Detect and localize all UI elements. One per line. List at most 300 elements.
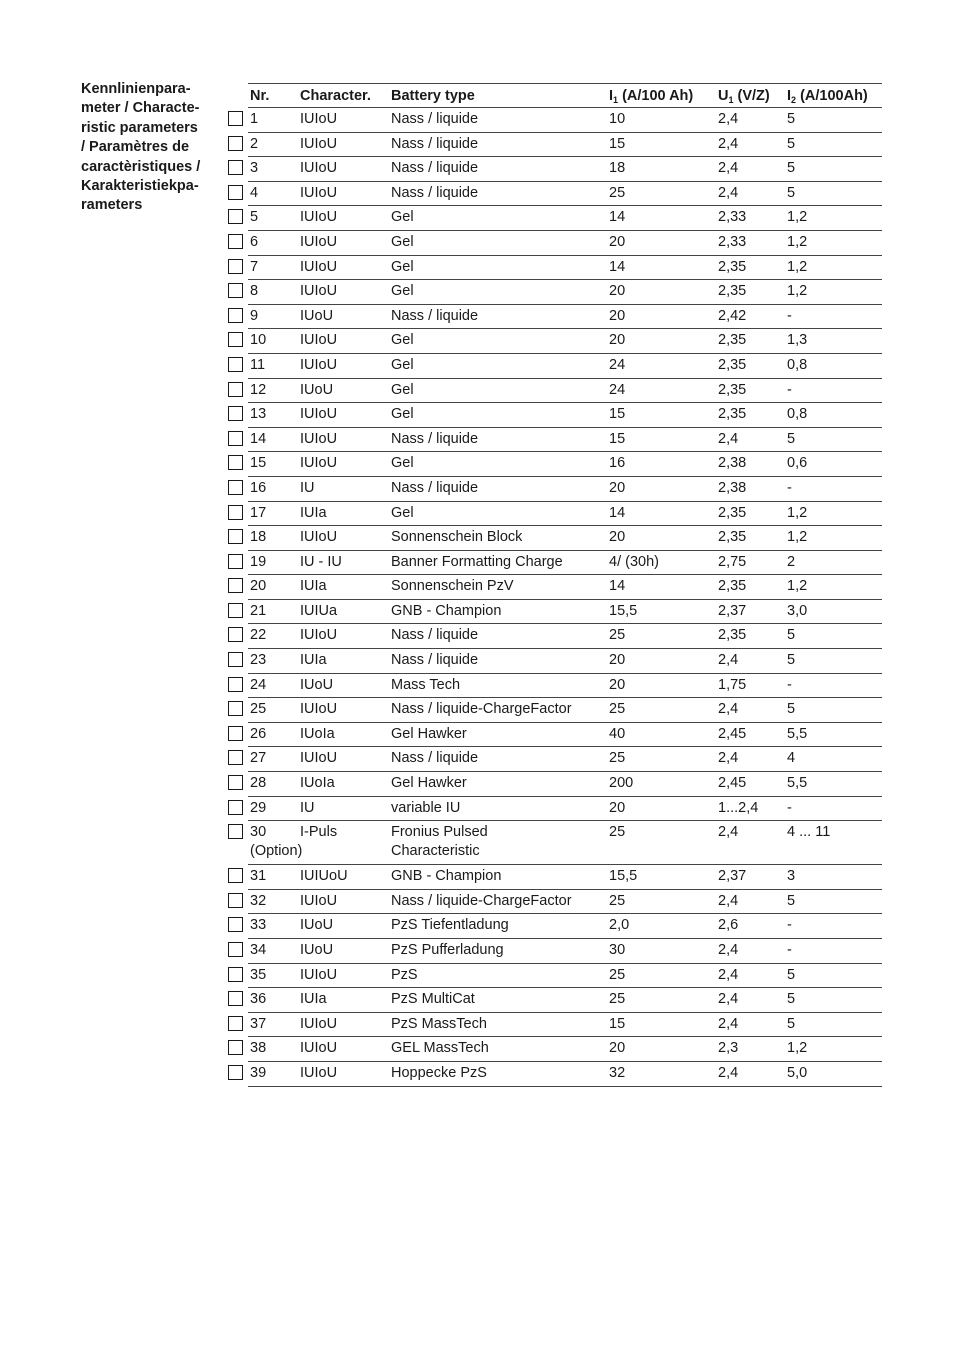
row-checkbox[interactable] [228, 1065, 243, 1080]
cell-battery-type [389, 990, 607, 1012]
table-row [248, 231, 882, 256]
row-checkbox[interactable] [228, 283, 243, 298]
cell-battery-type [389, 184, 607, 206]
table-row [248, 723, 882, 748]
cell-nr-value: 1 [250, 111, 259, 127]
table-row [248, 988, 882, 1013]
cell-u1: 2,35 [718, 283, 747, 300]
table-row [248, 379, 882, 404]
cell-battery-type [389, 577, 607, 599]
cell-u1: 2,35 [718, 258, 747, 275]
cell-battery-type [389, 258, 607, 280]
row-checkbox[interactable] [228, 726, 243, 741]
table-row [248, 747, 882, 772]
row-checkbox[interactable] [228, 677, 243, 692]
cell-character: IUoU [300, 676, 334, 693]
cell-i2: 5 [787, 430, 796, 447]
table-row [248, 772, 882, 797]
row-checkbox[interactable] [228, 824, 243, 839]
row-checkbox[interactable] [228, 308, 243, 323]
cell-nr [248, 110, 298, 132]
cell-i2: 2 [787, 553, 796, 570]
cell-character: IUIoU [300, 135, 338, 152]
cell-u1: 2,37 [718, 868, 747, 885]
cell-u1: 2,4 [718, 991, 739, 1008]
cell-u1: 2,6 [718, 917, 739, 934]
cell-battery-type-line: variable IU [391, 799, 461, 816]
cell-i1: 20 [609, 332, 626, 349]
section-title-line: meter / Characte- [81, 100, 200, 117]
cell-battery-type [389, 504, 607, 526]
cell-u1: 2,33 [718, 209, 747, 226]
cell-i2: 3 [787, 868, 796, 885]
cell-nr-value: 15 [250, 455, 267, 472]
section-title-line: Kennlinienpara- [81, 81, 191, 97]
cell-nr [248, 159, 298, 181]
cell-i1: 20 [609, 307, 626, 324]
cell-character: IUIa [300, 652, 327, 669]
cell-battery-type-line: Gel [391, 455, 414, 472]
cell-character: IUIoU [300, 701, 338, 718]
table-row [248, 821, 882, 865]
cell-nr [248, 454, 298, 476]
cell-i1: 18 [609, 160, 626, 177]
cell-battery-type [389, 867, 607, 889]
row-checkbox[interactable] [228, 332, 243, 347]
row-checkbox[interactable] [228, 136, 243, 151]
cell-battery-type-line: Sonnenschein Block [391, 529, 523, 546]
row-checkbox[interactable] [228, 209, 243, 224]
cell-i1: 14 [609, 578, 626, 595]
cell-battery-type-line: Mass Tech [391, 676, 461, 693]
table-row [248, 477, 882, 502]
cell-battery-type [389, 208, 607, 230]
cell-nr-value: 9 [250, 307, 259, 324]
cell-character: IUIUa [300, 602, 338, 619]
cell-nr [248, 381, 298, 403]
cell-nr [248, 577, 298, 599]
cell-character: IUIa [300, 578, 327, 595]
cell-u1: 2,38 [718, 455, 747, 472]
cell-i1: 25 [609, 701, 626, 718]
cell-battery-type-line: Gel [391, 209, 414, 226]
row-checkbox[interactable] [228, 529, 243, 544]
cell-battery-type [389, 774, 607, 796]
row-checkbox[interactable] [228, 431, 243, 446]
cell-i2: 1,2 [787, 258, 808, 275]
cell-i2: 5 [787, 135, 796, 152]
cell-nr-value: 25 [250, 701, 267, 718]
row-checkbox[interactable] [228, 357, 243, 372]
cell-character: IUIoU [300, 529, 338, 546]
cell-i1: 15 [609, 1015, 626, 1032]
row-checkbox[interactable] [228, 505, 243, 520]
cell-i1: 10 [609, 111, 626, 127]
cell-i1: 20 [609, 1040, 626, 1057]
cell-nr-option: (Option) [250, 843, 303, 860]
cell-i2: 5 [787, 1015, 796, 1032]
row-checkbox[interactable] [228, 406, 243, 421]
cell-u1: 2,4 [718, 1064, 739, 1081]
table-row [248, 1013, 882, 1038]
cell-nr-value: 30 [250, 824, 267, 841]
cell-battery-type [389, 307, 607, 329]
table-row [248, 502, 882, 527]
cell-nr [248, 504, 298, 526]
cell-battery-type [389, 700, 607, 722]
cell-i1: 32 [609, 1064, 626, 1081]
table-row [248, 256, 882, 281]
cell-character: IUIoU [300, 258, 338, 275]
cell-u1: 2,35 [718, 332, 747, 349]
row-checkbox[interactable] [228, 800, 243, 815]
cell-i1: 14 [609, 258, 626, 275]
table-row [248, 1062, 882, 1087]
cell-nr-value: 21 [250, 602, 267, 619]
cell-character: IUIoU [300, 332, 338, 349]
cell-character: IU - IU [300, 553, 342, 570]
cell-nr [248, 356, 298, 378]
row-checkbox[interactable] [228, 578, 243, 593]
cell-u1: 2,42 [718, 307, 747, 324]
cell-nr-value: 17 [250, 504, 267, 521]
cell-character: IUIoU [300, 1064, 338, 1081]
cell-battery-type-line: Gel [391, 381, 414, 398]
cell-battery-type-line: Nass / liquide [391, 652, 479, 669]
cell-battery-type [389, 966, 607, 988]
cell-nr [248, 799, 298, 821]
cell-i1: 25 [609, 892, 626, 909]
cell-i1: 30 [609, 942, 626, 958]
row-checkbox[interactable] [228, 991, 243, 1006]
cell-i2: 1,3 [787, 332, 808, 349]
cell-i1: 20 [609, 283, 626, 300]
cell-battery-type-line: Fronius Pulsed [391, 824, 488, 841]
cell-nr-value: 2 [250, 135, 259, 152]
cell-battery-type [389, 602, 607, 624]
cell-nr [248, 823, 303, 864]
cell-u1: 2,75 [718, 553, 747, 570]
cell-i1: 24 [609, 381, 626, 398]
cell-nr-value: 29 [250, 799, 267, 816]
cell-battery-type [389, 799, 607, 821]
cell-u1: 2,4 [718, 892, 739, 909]
table-row [248, 280, 882, 305]
cell-character: IUIUoU [300, 868, 348, 885]
table-row [248, 428, 882, 453]
row-checkbox[interactable] [228, 185, 243, 200]
cell-u1: 2,35 [718, 529, 747, 546]
cell-i2: 0,6 [787, 455, 808, 472]
cell-i2: 5,5 [787, 775, 808, 792]
cell-battery-type-line: Gel [391, 283, 414, 300]
cell-character: IUIoU [300, 455, 338, 472]
cell-i2: 5 [787, 701, 796, 718]
row-checkbox[interactable] [228, 701, 243, 716]
cell-i2: 1,2 [787, 578, 808, 595]
table-row [248, 964, 882, 989]
cell-character: IUIa [300, 991, 327, 1008]
table-row [248, 890, 882, 915]
cell-battery-type [389, 405, 607, 427]
table-row [248, 1037, 882, 1062]
cell-battery-type [389, 381, 607, 403]
section-title-line: ristic parameters [81, 119, 198, 136]
cell-u1: 2,4 [718, 184, 739, 201]
table-row [248, 354, 882, 379]
cell-nr-value: 3 [250, 160, 259, 177]
cell-i2: - [787, 917, 792, 934]
cell-i1: 16 [609, 455, 626, 472]
cell-nr [248, 1064, 298, 1086]
cell-u1: 2,4 [718, 111, 739, 127]
cell-nr [248, 966, 298, 988]
cell-nr-value: 19 [250, 553, 267, 570]
cell-battery-type-line: Nass / liquide [391, 160, 479, 177]
cell-u1: 2,4 [718, 652, 739, 669]
cell-battery-type [389, 135, 607, 157]
row-checkbox[interactable] [228, 942, 243, 957]
cell-u1: 2,35 [718, 627, 747, 644]
cell-nr [248, 258, 298, 280]
section-title-line: rameters [81, 197, 143, 214]
cell-battery-type [389, 356, 607, 378]
cell-battery-type [389, 1015, 607, 1037]
row-checkbox[interactable] [228, 160, 243, 175]
table-row [248, 133, 882, 158]
cell-character: IUoU [300, 917, 334, 934]
cell-u1: 2,35 [718, 381, 747, 398]
cell-i1: 20 [609, 529, 626, 546]
cell-i2: 1,2 [787, 233, 808, 250]
cell-battery-type [389, 892, 607, 914]
cell-character: IU [300, 799, 315, 816]
row-checkbox[interactable] [228, 750, 243, 765]
row-checkbox[interactable] [228, 234, 243, 249]
cell-u1: 1,75 [718, 676, 747, 693]
cell-i2: - [787, 676, 792, 693]
cell-nr-value: 27 [250, 750, 267, 767]
cell-character: IUIoU [300, 1040, 338, 1057]
cell-battery-type-line: Nass / liquide [391, 135, 479, 152]
cell-battery-type-line: Sonnenschein PzV [391, 578, 514, 595]
table-row [248, 157, 882, 182]
row-checkbox[interactable] [228, 967, 243, 982]
table-row [248, 452, 882, 477]
cell-nr [248, 331, 298, 353]
cell-character: IUIoU [300, 892, 338, 909]
cell-battery-type [389, 651, 607, 673]
cell-nr-value: 33 [250, 917, 267, 934]
row-checkbox[interactable] [228, 868, 243, 883]
cell-i1: 15,5 [609, 602, 638, 619]
cell-nr [248, 602, 298, 624]
cell-i2: 5 [787, 966, 796, 983]
cell-character: IUoU [300, 381, 334, 398]
cell-battery-type [389, 454, 607, 476]
cell-nr [248, 651, 298, 673]
cell-character: IUIoU [300, 1015, 338, 1032]
cell-nr [248, 774, 298, 796]
cell-i1: 4/ (30h) [609, 553, 659, 570]
cell-character: IUoIa [300, 775, 335, 792]
cell-character: I-Puls [300, 824, 338, 841]
cell-nr [248, 135, 298, 157]
cell-nr [248, 749, 298, 771]
cell-i2: 5,5 [787, 725, 808, 742]
cell-battery-type-line: Banner Formatting Charge [391, 553, 563, 570]
cell-i1: 25 [609, 966, 626, 983]
cell-nr-value: 23 [250, 652, 267, 669]
cell-battery-type [389, 626, 607, 648]
cell-nr-value: 6 [250, 233, 259, 250]
cell-nr [248, 208, 298, 230]
cell-nr-value: 10 [250, 332, 267, 349]
cell-i1: 20 [609, 652, 626, 669]
row-checkbox[interactable] [228, 480, 243, 495]
row-checkbox[interactable] [228, 382, 243, 397]
row-checkbox[interactable] [228, 554, 243, 569]
cell-i1: 25 [609, 184, 626, 201]
cell-u1: 1...2,4 [718, 799, 759, 816]
cell-nr-value: 13 [250, 406, 267, 423]
cell-i1: 20 [609, 799, 626, 816]
cell-battery-type [389, 823, 607, 864]
cell-character: IUIoU [300, 356, 338, 373]
cell-battery-type-line: PzS Tiefentladung [391, 917, 509, 934]
cell-i1: 20 [609, 233, 626, 250]
row-checkbox[interactable] [228, 627, 243, 642]
cell-i2: 0,8 [787, 406, 808, 423]
cell-nr-value: 31 [250, 868, 267, 885]
cell-nr-value: 37 [250, 1015, 267, 1032]
cell-u1: 2,4 [718, 160, 739, 177]
cell-battery-type [389, 1064, 607, 1086]
cell-i1: 25 [609, 991, 626, 1008]
cell-nr [248, 892, 298, 914]
cell-battery-type [389, 479, 607, 501]
header-i2: $I_2$ (A/100Ah) [787, 88, 868, 105]
cell-i2: 1,2 [787, 209, 808, 226]
cell-battery-type-line: Hoppecke PzS [391, 1064, 487, 1081]
row-checkbox[interactable] [228, 893, 243, 908]
cell-nr-value: 26 [250, 725, 267, 742]
cell-u1: 2,35 [718, 504, 747, 521]
cell-battery-type [389, 528, 607, 550]
table-row [248, 914, 882, 939]
cell-battery-type [389, 331, 607, 353]
table-row [248, 206, 882, 231]
cell-i2: 5 [787, 160, 796, 177]
cell-u1: 2,35 [718, 406, 747, 423]
cell-battery-type-line: Nass / liquide [391, 111, 479, 127]
cell-nr-value: 34 [250, 942, 267, 958]
row-checkbox[interactable] [228, 1016, 243, 1031]
cell-u1: 2,4 [718, 1015, 739, 1032]
cell-character: IUoU [300, 942, 334, 958]
cell-nr-value: 4 [250, 184, 259, 201]
cell-i2: - [787, 942, 792, 958]
cell-battery-type-line: Gel Hawker [391, 725, 467, 742]
cell-i1: 25 [609, 627, 626, 644]
cell-u1: 2,33 [718, 233, 747, 250]
cell-i1: 40 [609, 725, 626, 742]
cell-i1: 15 [609, 430, 626, 447]
table-row [248, 865, 882, 890]
row-checkbox[interactable] [228, 111, 243, 126]
header-battery-type: Battery type [391, 88, 475, 104]
cell-i2: 5,0 [787, 1064, 808, 1081]
cell-character: IUIoU [300, 233, 338, 250]
row-checkbox[interactable] [228, 1040, 243, 1055]
cell-nr [248, 307, 298, 329]
cell-nr-value: 28 [250, 775, 267, 792]
cell-character: IUIoU [300, 750, 338, 767]
cell-battery-type-line: Gel [391, 258, 414, 275]
cell-battery-type [389, 430, 607, 452]
table-row [248, 526, 882, 551]
cell-battery-type-line: Nass / liquide [391, 750, 479, 767]
row-checkbox[interactable] [228, 917, 243, 932]
cell-nr-value: 18 [250, 529, 267, 546]
cell-u1: 2,4 [718, 942, 739, 958]
cell-i1: 15 [609, 135, 626, 152]
table-row [248, 624, 882, 649]
row-checkbox[interactable] [228, 775, 243, 790]
table-row [248, 674, 882, 699]
cell-battery-type-line: Nass / liquide [391, 430, 479, 447]
row-checkbox[interactable] [228, 652, 243, 667]
cell-nr [248, 990, 298, 1012]
row-checkbox[interactable] [228, 259, 243, 274]
cell-battery-type [389, 282, 607, 304]
cell-i2: 1,2 [787, 504, 808, 521]
cell-nr [248, 282, 298, 304]
cell-character: IUoU [300, 307, 334, 324]
cell-nr [248, 528, 298, 550]
row-checkbox[interactable] [228, 455, 243, 470]
cell-character: IUIoU [300, 406, 338, 423]
cell-u1: 2,3 [718, 1040, 739, 1057]
cell-battery-type-line: GNB - Champion [391, 868, 502, 885]
cell-nr-value: 38 [250, 1040, 267, 1057]
cell-i2: 5 [787, 892, 796, 909]
cell-battery-type-line: Nass / liquide-ChargeFactor [391, 701, 572, 718]
cell-battery-type [389, 553, 607, 575]
cell-nr [248, 725, 298, 747]
cell-nr-value: 7 [250, 258, 259, 275]
cell-battery-type-line: Nass / liquide [391, 479, 479, 496]
cell-nr-value: 16 [250, 479, 267, 496]
cell-i1: 15 [609, 406, 626, 423]
cell-nr-value: 39 [250, 1064, 267, 1081]
cell-nr [248, 479, 298, 501]
table-row [248, 329, 882, 354]
cell-nr [248, 233, 298, 255]
cell-battery-type-line: PzS [391, 966, 418, 983]
cell-i2: 1,2 [787, 1040, 808, 1057]
parameters-table [248, 83, 882, 1087]
cell-u1: 2,45 [718, 725, 747, 742]
row-checkbox[interactable] [228, 603, 243, 618]
cell-nr [248, 430, 298, 452]
cell-i2: - [787, 799, 792, 816]
cell-nr [248, 1015, 298, 1037]
cell-u1: 2,4 [718, 824, 739, 841]
cell-battery-type [389, 725, 607, 747]
cell-battery-type-line: Nass / liquide [391, 627, 479, 644]
cell-character: IUIoU [300, 184, 338, 201]
